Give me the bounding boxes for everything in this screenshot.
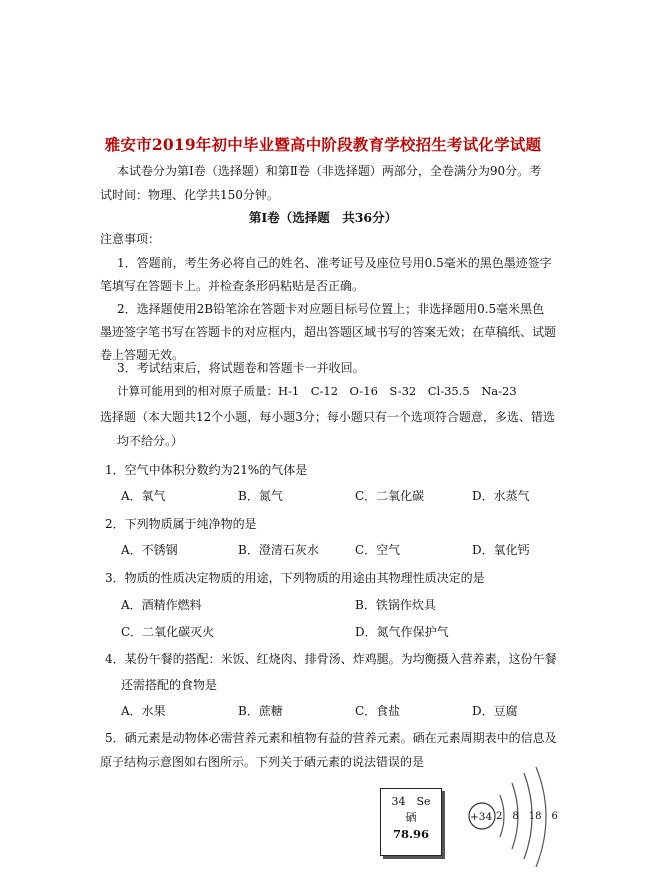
q3-option-b: B．铁锅作炊具 [355,598,436,612]
q2-option-d: D．氧化钙 [472,543,530,557]
note-2-line-2: 墨迹签字笔书写在答题卡的对应框内，超出答题区域书写的答案无效；在草稿纸、试题 [100,325,557,339]
nucleus-charge: +34 [470,811,493,823]
q1-option-d: D．水蒸气 [472,489,530,503]
atomic-masses: 计算可能用到的相对原子质量：H-1 C-12 O-16 S-32 Cl-35.5 Na-23 [117,384,517,398]
intro-line-1: 本试卷分为第Ⅰ卷（选择题）和第Ⅱ卷（非选择题）两部分，全卷满分为90分。考 [117,164,542,178]
q1-stem: 1．空气中体积分数约为21%的气体是 [105,463,308,477]
note-1-line-2: 笔填写在答题卡上。并检查条形码粘贴是否正确。 [100,279,365,293]
selenium-name: 硒 [405,811,417,824]
q5-stem-line-2: 原子结构示意图如右图所示。下列关于硒元素的说法错误的是 [100,755,425,769]
q1-option-a: A．氧气 [121,489,166,503]
exam-title: 雅安市2019年初中毕业暨高中阶段教育学校招生考试化学试题 [104,135,542,154]
q1-option-c: C．二氧化碳 [355,489,425,503]
choice-intro-line-2: 均不给分。） [117,434,184,448]
note-1-line-1: 1．答题前，考生务必将自己的姓名、准考证号及座位号用0.5毫米的黑色墨迹签字 [117,256,552,270]
q5-stem-line-1: 5．硒元素是动物体必需营养元素和植物有益的营养元素。硒在元素周期表中的信息及 [105,731,557,745]
q3-option-a: A．酒精作燃料 [121,598,202,612]
q2-stem: 2．下列物质属于纯净物的是 [105,517,257,531]
q2-option-b: B．澄清石灰水 [238,543,319,557]
q4-stem-line-2: 还需搭配的食物是 [121,678,218,692]
q2-option-c: C．空气 [355,543,401,557]
selenium-element-cell [380,788,442,856]
q4-stem-line-1: 4．某份午餐的搭配：米饭、红烧肉、排骨汤、炸鸡腿。为均衡摄入营养素，这份午餐 [105,652,557,666]
note-3: 3．考试结束后，将试题卷和答题卡一并收回。 [117,361,365,375]
q3-option-c: C．二氧化碳灭火 [121,625,215,639]
intro-line-2: 试时间：物理、化学共150分钟。 [100,188,279,202]
q4-option-a: A．水果 [121,704,166,718]
q4-option-d: D．豆腐 [472,704,518,718]
selenium-number-symbol: 34 Se [391,795,431,808]
q3-stem: 3．物质的性质决定物质的用途，下列物质的用途由其物理性质决定的是 [105,571,485,585]
q3-option-d: D．氮气作保护气 [355,625,449,639]
choice-intro-line-1: 选择题（本大题共12个小题，每小题3分；每小题只有一个选项符合题意，多选、错选 [100,410,555,424]
note-2-line-3: 卷上答题无效。 [100,348,185,362]
selenium-mass: 78.96 [392,827,429,841]
note-2-line-1: 2．选择题使用2B铅笔涂在答题卡对应题目标号位置上；非选择题用0.5毫米黑色 [117,302,545,316]
q1-option-b: B．氮气 [238,489,283,503]
section-heading: 第Ⅰ卷（选择题 共36分） [248,210,398,225]
notes-heading: 注意事项： [100,232,161,246]
electron-shells: 2 8 18 6 [496,811,558,822]
q2-option-a: A．不锈钢 [121,543,178,557]
q4-option-b: B．蔗糖 [238,704,283,718]
q4-option-c: C．食盐 [355,704,401,718]
